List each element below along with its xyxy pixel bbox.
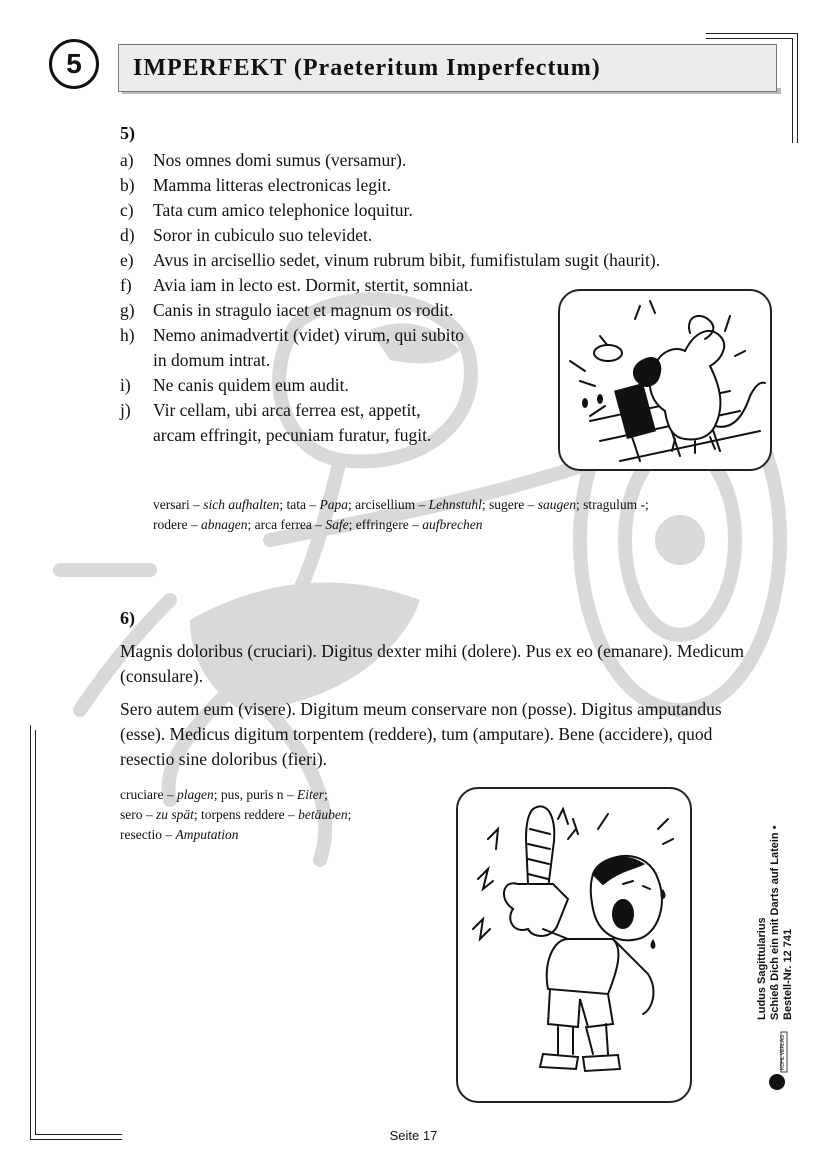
exercise-item xyxy=(120,248,660,273)
vocab-term: versari – xyxy=(153,497,204,512)
page-title: IMPERFEKT (Praeteritum Imperfectum) xyxy=(118,44,777,92)
exercise-item xyxy=(120,173,660,198)
exercise-5-vocabulary xyxy=(153,495,649,535)
item-text: in domum intrat. xyxy=(153,350,271,370)
publisher-logo-text: KOHL VERLAG xyxy=(780,1034,786,1070)
item-text: Soror in cubiculo suo televidet. xyxy=(153,225,373,245)
vocab-term: ; torpens reddere – xyxy=(193,807,299,822)
vocab-translation: Papa xyxy=(319,497,348,512)
vocab-translation: Safe xyxy=(325,517,349,532)
vocab-term: cruciare – xyxy=(120,787,177,802)
vocab-term: ; effringere – xyxy=(348,517,423,532)
vocab-term: sero – xyxy=(120,807,156,822)
vocab-line xyxy=(120,825,351,845)
frame-top-right-h1 xyxy=(706,33,798,34)
vocab-line xyxy=(120,785,351,805)
exercise-6-label: 6) xyxy=(120,608,135,628)
item-text: Nemo animadvertit (videt) virum, qui subito xyxy=(153,325,465,345)
kohl-verlag-logo xyxy=(767,1030,789,1092)
exercise-6-paragraph-2: Sero autem eum (visere). Digitum meum conservare non (posse). Digitus amputandus (esse). Medicus digitum torpentem (reddere), tum (amputare). Bene (accidere), quod resectio sine doloribus (fieri). xyxy=(120,699,722,769)
vocab-line xyxy=(120,805,351,825)
vocab-translation: zu spät xyxy=(156,807,194,822)
vocab-term: ; tata – xyxy=(279,497,320,512)
book-title: Ludus Sagittularius xyxy=(756,917,768,1020)
vocab-term: ; xyxy=(323,787,328,802)
vocab-translation: aufbrechen xyxy=(422,517,483,532)
item-letter: h) xyxy=(120,325,135,345)
vocab-translation: Lehnstuhl xyxy=(428,497,482,512)
item-text: Canis in stragulo iacet et magnum os rodit. xyxy=(153,300,454,320)
exercise-item xyxy=(120,148,660,173)
vocab-term: rodere – xyxy=(153,517,201,532)
dog-chewing-bone-icon xyxy=(560,291,770,469)
vocab-translation: Eiter xyxy=(296,787,324,802)
vocab-line-2 xyxy=(153,515,649,535)
vocab-translation: abnagen xyxy=(200,517,248,532)
crying-kid-bandaged-finger-icon xyxy=(458,789,690,1101)
vocab-term: ; stragulum -; xyxy=(575,497,649,512)
injured-finger-illustration xyxy=(456,787,692,1103)
item-letter: e) xyxy=(120,250,134,270)
vocab-translation: sich aufhalten xyxy=(203,497,280,512)
vocab-translation: saugen xyxy=(537,497,576,512)
item-text: Ne canis quidem eum audit. xyxy=(153,375,349,395)
item-text: arcam effringit, pecuniam furatur, fugit. xyxy=(153,425,432,445)
vocab-term: ; sugere – xyxy=(481,497,538,512)
exercise-6-vocabulary xyxy=(120,785,351,845)
item-letter: b) xyxy=(120,175,135,195)
vocab-term: ; pus, puris n – xyxy=(213,787,297,802)
dog-illustration xyxy=(558,289,772,471)
frame-top-right-h2 xyxy=(706,38,793,39)
item-letter: d) xyxy=(120,225,135,245)
vocab-term: resectio – xyxy=(120,827,176,842)
vocab-term: ; xyxy=(347,807,352,822)
vocab-term: ; arca ferrea – xyxy=(247,517,326,532)
item-text: Tata cum amico telephonice loquitur. xyxy=(153,200,413,220)
item-letter: a) xyxy=(120,150,134,170)
vocab-translation: betäuben xyxy=(298,807,348,822)
item-letter: g) xyxy=(120,300,135,320)
publisher-logo-icon xyxy=(767,1030,789,1092)
exercise-5-label: 5) xyxy=(120,123,135,143)
item-text: Avia iam in lecto est. Dormit, stertit, somniat. xyxy=(153,275,473,295)
frame-right-v2 xyxy=(792,38,793,143)
exercise-6-paragraph-1: Magnis doloribus (cruciari). Digitus dexter mihi (dolere). Pus ex eo (emanare). Medicum (consulare). xyxy=(120,641,744,686)
item-letter: c) xyxy=(120,200,134,220)
vocab-translation: Amputation xyxy=(175,827,239,842)
item-text: Vir cellam, ubi arca ferrea est, appetit, xyxy=(153,400,421,420)
book-subtitle: Schieß Dich ein mit Darts auf Latein • Bestell-Nr. 12 741 xyxy=(769,825,794,1020)
vocab-translation: plagen xyxy=(176,787,214,802)
exercise-item xyxy=(120,223,660,248)
item-letter: i) xyxy=(120,375,131,395)
exercise-item xyxy=(120,198,660,223)
frame-right-v1 xyxy=(797,33,798,143)
vocab-term: ; arcisellium – xyxy=(347,497,429,512)
frame-left-v1 xyxy=(30,725,31,1139)
vocab-line-1 xyxy=(153,495,649,515)
publisher-sidebar xyxy=(756,820,816,1020)
item-letter: j) xyxy=(120,400,131,420)
item-text: Mamma litteras electronicas legit. xyxy=(153,175,392,195)
chapter-number: 5 xyxy=(49,39,99,89)
item-letter: f) xyxy=(120,275,132,295)
item-text: Nos omnes domi sumus (versamur). xyxy=(153,150,407,170)
item-text: Avus in arcisellio sedet, vinum rubrum bibit, fumifistulam sugit (haurit). xyxy=(153,250,661,270)
page-number: Seite 17 xyxy=(389,1128,438,1143)
frame-left-v2 xyxy=(35,730,36,1134)
